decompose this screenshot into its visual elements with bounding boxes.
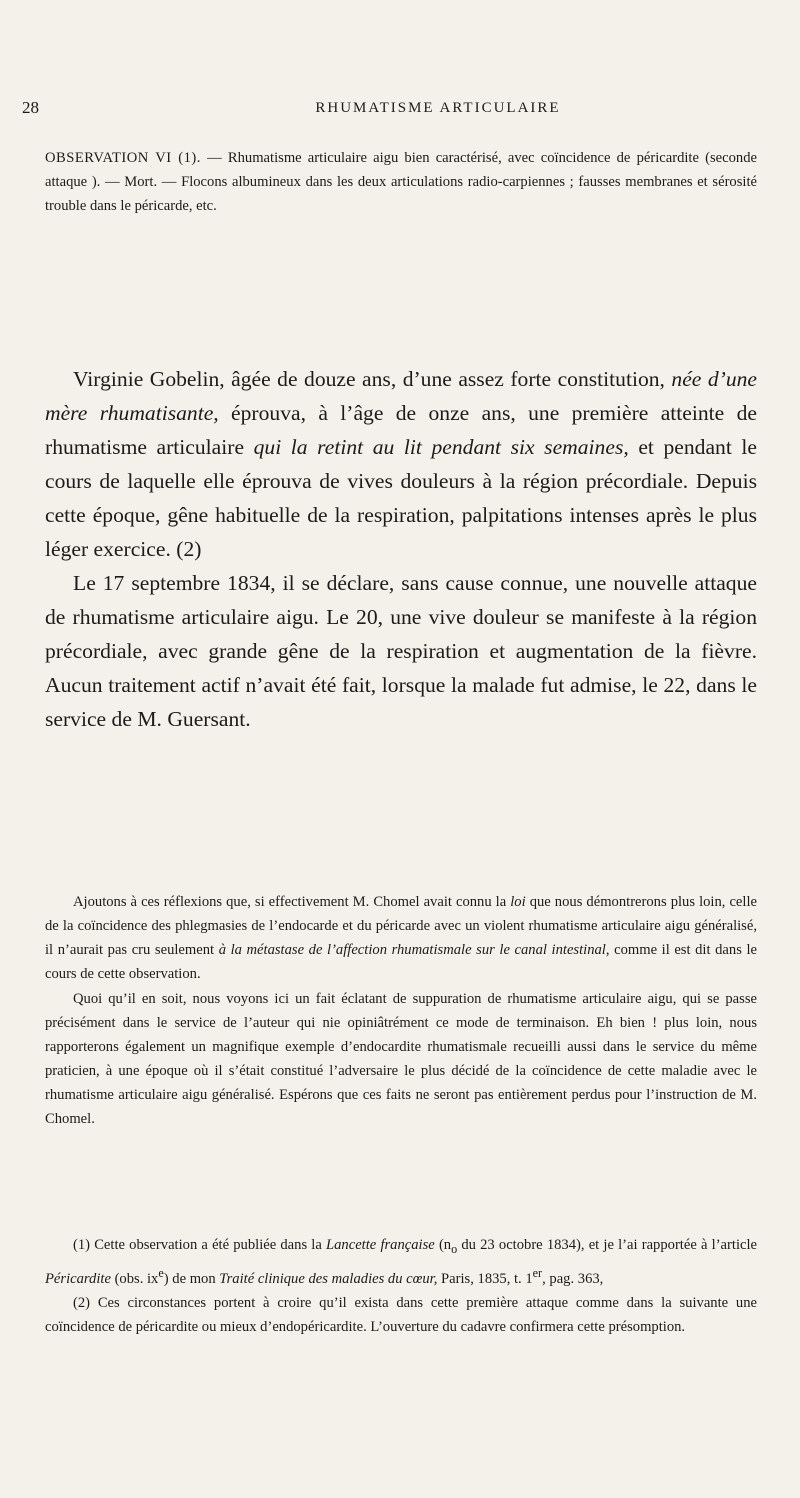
- fn1-italic-c: Traité clinique des maladies du cœur,: [219, 1270, 438, 1287]
- commentary-note: [45, 890, 757, 1132]
- main-p1-text-b: éprouva, à l’âge de onze ans, une première atteinte de rhumatisme articulaire: [45, 401, 757, 459]
- note-p1-text-b: que nous démontrerons plus loin, celle de la coïncidence des phlegmasies de l’endocarde et du péricarde avec un violent rhumatisme articulaire aigu généralisé, il n’aurait pas cru seulement: [45, 894, 757, 958]
- running-head: RHUMATISME ARTICULAIRE: [315, 100, 561, 116]
- note-paragraph-2: Quoi qu’il en soit, nous voyons ici un fait éclatant de suppuration de rhumatisme articulaire aigu, qui se passe précisément dans le service de l’auteur qui nie opiniâtrément ce mode de terminaison. Eh bien ! plus loin, nous rapporterons également un magnifique exemple d’endocardite rhumatismale recueilli aussi dans le service du même praticien, à une époque où il s’était constitué l’adversaire le plus décidé de la coïncidence de cette maladie avec le rhumatisme articulaire aigu généralisé. Espérons que ces faits ne seront pas entièrement perdus pour l’instruction de M. Chomel.: [45, 991, 757, 1127]
- main-p1-italic-b: qui la retint au lit pendant six semaines,: [253, 435, 629, 459]
- fn1-d: (obs. ix: [110, 1270, 159, 1287]
- fn1-g: , pag. 363,: [542, 1270, 604, 1287]
- page-number: 28: [22, 98, 39, 117]
- footnotes: [45, 1233, 757, 1339]
- main-paragraph-1: [45, 362, 757, 566]
- note-paragraph-1: [45, 890, 757, 986]
- main-p1-text-a: Virginie Gobelin, âgée de douze ans, d’une assez forte constitution,: [73, 367, 672, 391]
- note-p1-text-a: Ajoutons à ces réflexions que, si effectivement M. Chomel avait connu la: [73, 894, 511, 910]
- fn1-c: du 23 octobre 1834), et je l’ai rapportée à l’article: [457, 1237, 758, 1253]
- fn1-sub: o: [451, 1241, 458, 1256]
- fn1-sup-a: e: [158, 1265, 164, 1280]
- fn1-italic-a: Lancette française: [326, 1237, 435, 1253]
- observation-heading: [45, 146, 757, 218]
- footnote-2: (2) Ces circonstances portent à croire qu’il exista dans cette première attaque comme dans la suivante une coïncidence de péricardite ou mieux d’endopéricardite. L’ouverture du cadavre confirmera cette présomption.: [45, 1294, 757, 1335]
- note-p1-italic-b: à la métastase de l’affection rhumatismale sur le canal intestinal: [218, 942, 606, 958]
- main-p1-text-c: et pendant le cours de laquelle elle éprouva de vives douleurs à la région précordiale. Depuis cette époque, gêne habituelle de la respiration, palpitations intenses après le plus léger exercice. (2): [45, 435, 758, 561]
- main-p1-italic-a: née d’une mère rhumatisante,: [45, 367, 758, 425]
- fn1-f: Paris, 1835, t. 1: [437, 1270, 533, 1287]
- footnote-1: [45, 1233, 757, 1291]
- fn1-italic-b: Péricardite: [45, 1270, 111, 1287]
- fn1-a: (1) Cette observation a été publiée dans la: [73, 1237, 327, 1253]
- observation-summary: — Rhumatisme articulaire aigu bien caractérisé, avec coïncidence de péricardite (seconde attaque ). — Mort. — Flocons albumineux dans les deux articulations radio-carpiennes ; fausses membranes et sérosité trouble dans le péricarde, etc.: [45, 150, 757, 214]
- fn1-e: ) de mon: [163, 1270, 220, 1287]
- note-p1-text-c: , comme il est dit dans le cours de cette observation.: [45, 942, 757, 982]
- fn1-b: (n: [434, 1237, 452, 1253]
- main-paragraph-2: Le 17 septembre 1834, il se déclare, sans cause connue, une nouvelle attaque de rhumatisme articulaire aigu. Le 20, une vive douleur se manifeste à la région précordiale, avec grande gêne de la respiration et augmentation de la fièvre. Aucun traitement actif n’avait été fait, lorsque la malade fut admise, le 22, dans le service de M. Guersant.: [45, 571, 757, 731]
- main-text: [45, 362, 757, 736]
- observation-label: OBSERVATION VI (1).: [45, 150, 201, 166]
- note-p1-italic-a: loi: [510, 894, 526, 910]
- fn1-sup-b: er: [532, 1265, 543, 1280]
